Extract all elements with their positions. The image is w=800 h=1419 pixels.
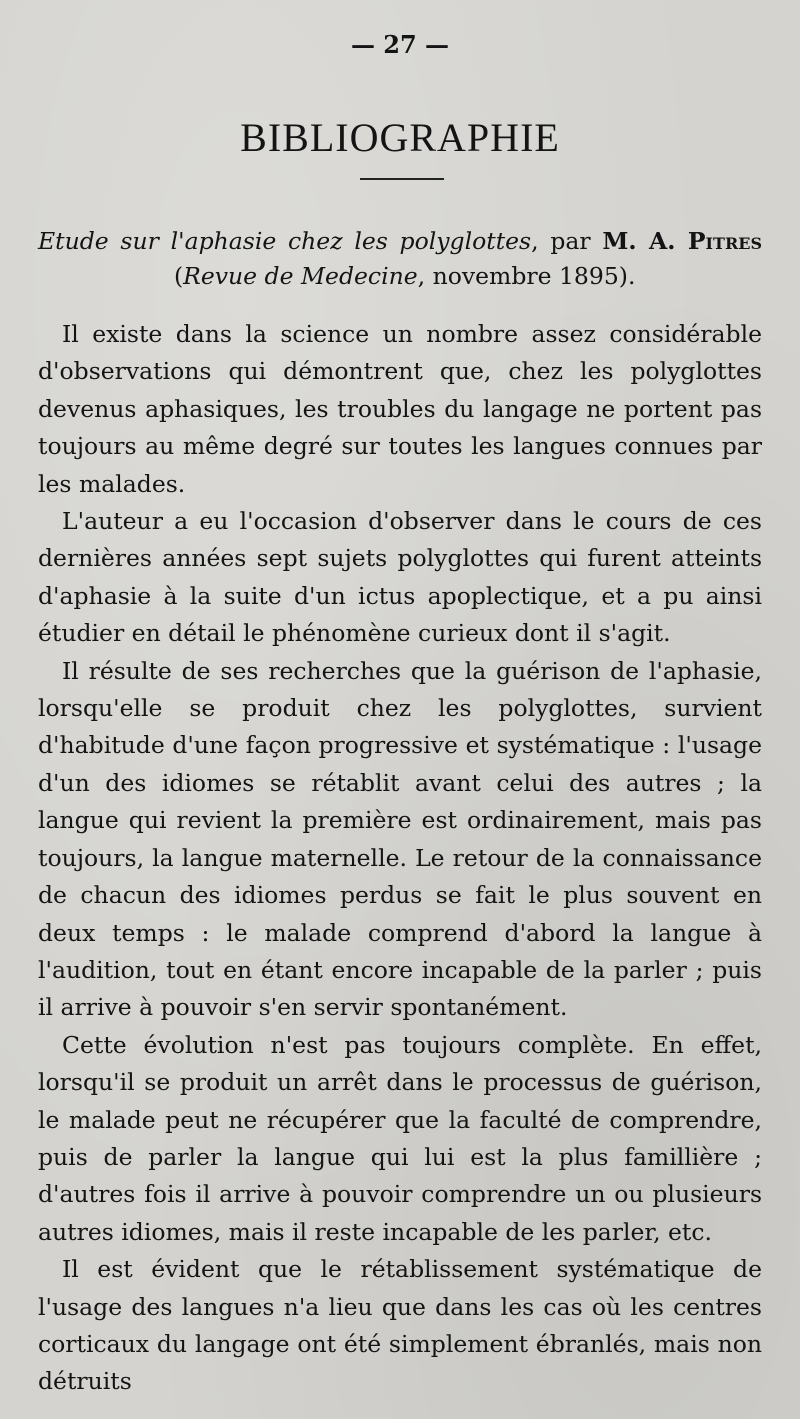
paragraph-4: Cette évolution n'est pas toujours complète. En effet, lorsqu'il se produit un arrêt dans le processus de guérison, le malade peut ne récupérer que la faculté de comprendre, puis de parler la langue qui lui est la plus famillière ; d'autres fois il arrive à pouvoir comprendre un ou plusieurs autres idiomes, mais il reste incapable de les parler, etc. [38,1030,762,1246]
paragraph-3: Il résulte de ses recherches que la guérison de l'aphasie, lorsqu'elle se produit chez les polyglottes, survient d'habitude d'une façon progressive et systématique : l'usage d'un des idiomes se rétablit avant celui des autres ; la langue qui revient la première est ordinairement, mais pas toujours, la langue maternelle. Le retour de la connaissance de chacun des idiomes perdus se fait le plus souvent en deux temps : le malade comprend d'abord la langue à l'audition, tout en étant encore incapable de la parler ; puis il arrive à pouvoir s'en servir spontanément. [38,656,762,1022]
citation-journal: Revue de Medecine [183,262,418,290]
paragraph-1: Il existe dans la science un nombre assez considérable d'observations qui démontrent que, chez les polyglottes devenus aphasiques, les troubles du langage ne portent pas toujours au même degré sur toutes les langues connues par les malades. [38,320,762,498]
bibliographic-citation [38,224,762,294]
citation-title: Etude sur l'aphasie chez les polyglottes [38,227,532,255]
paragraph-5: Il est évident que le rétablissement systématique de l'usage des langues n'a lieu que dans les cas où les centres corticaux du langage ont été simplement ébranlés, mais non détruits [38,1255,762,1396]
citation-separator: , par [531,227,603,255]
paragraph-2: L'auteur a eu l'occasion d'observer dans le cours de ces dernières années sept sujets polyglottes qui furent atteints d'aphasie à la suite d'un ictus apoplectique, et a pu ainsi étudier en détail le phénomène curieux dont il s'agit. [38,507,762,648]
body-text [38,316,762,1401]
citation-open-paren: ( [174,262,184,290]
citation-author-name: Pitres [687,227,762,255]
citation-author-prefix: M. A. [602,227,688,255]
page-number: — 27 — [350,30,450,59]
section-heading: BIBLIOGRAPHIE [240,115,560,160]
citation-source-line [38,259,762,294]
heading-rule [360,178,444,180]
citation-date: , novembre 1895). [417,262,636,290]
